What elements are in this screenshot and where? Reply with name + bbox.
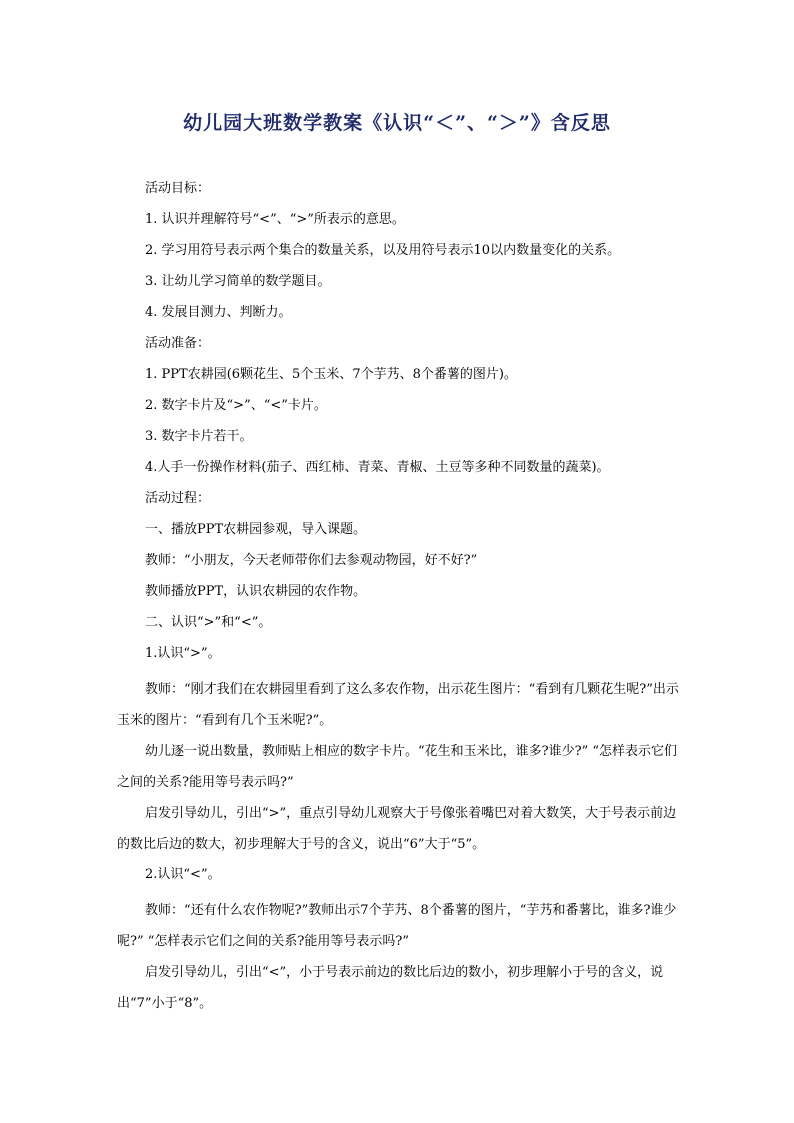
process-text: 教师：“小朋友，今天老师带你们去参观动物园，好不好?”	[145, 553, 478, 568]
body-paragraph: 启发引导幼儿，引出“<”，小于号表示前边的数比后边的数小，初步理解小于号的含义，说出“7”小于“8”。	[117, 965, 664, 1011]
goal-item: 1. 认识并理解符号“<”、“>”所表示的意思。	[145, 212, 405, 227]
preparation-item: 1. PPT农耕园(6颗花生、5个玉米、7个芋艿、8个番薯的图片)。	[145, 367, 517, 382]
body-paragraph: 教师：“刚才我们在农耕园里看到了这么多农作物，出示花生图片：“看到有几颗花生呢?”出示玉米的图片：“看到有几个玉米呢?”。	[117, 682, 679, 728]
process-step: 一、播放PPT农耕园参观，导入课题。	[145, 522, 367, 537]
preparation-item: 3. 数字卡片若干。	[145, 429, 253, 444]
body-paragraph: 启发引导幼儿，引出“>”，重点引导幼儿观察大于号像张着嘴巴对着大数笑，大于号表示前边的数比后边的数大，初步理解大于号的含义，说出“6”大于“5”。	[117, 806, 677, 852]
goal-item: 2. 学习用符号表示两个集合的数量关系，以及用符号表示10以内数量变化的关系。	[145, 243, 621, 258]
section-heading-process: 活动过程：	[145, 491, 211, 506]
document-body	[117, 178, 687, 1019]
goal-item: 4. 发展目测力、判断力。	[145, 305, 292, 320]
body-paragraph: 幼儿逐一说出数量，教师贴上相应的数字卡片。“花生和玉米比，谁多?谁少?” “怎样表示它们之间的关系?能用等号表示吗?”	[117, 744, 678, 790]
process-text: 教师播放PPT，认识农耕园的农作物。	[145, 584, 367, 599]
body-paragraph: 教师：“还有什么农作物呢?”教师出示7个芋艿、8个番薯的图片，“芋艿和番薯比，谁多?谁少呢?” “怎样表示它们之间的关系?能用等号表示吗?”	[117, 903, 677, 949]
goal-item: 3. 让幼儿学习简单的数学题目。	[145, 274, 331, 289]
section-heading-preparation: 活动准备：	[145, 336, 211, 351]
process-substep: 1.认识“>”。	[145, 646, 221, 661]
process-step: 二、认识“>”和“<”。	[145, 615, 272, 630]
page-title: 幼儿园大班数学教案《认识“＜”、“＞”》含反思	[183, 112, 611, 134]
preparation-item: 2. 数字卡片及“>”、“<”卡片。	[145, 398, 327, 413]
preparation-item: 4.人手一份操作材料(茄子、西红柿、青菜、青椒、土豆等多种不同数量的蔬菜)。	[145, 460, 610, 475]
section-heading-goals: 活动目标：	[145, 181, 211, 196]
process-substep: 2.认识“<”。	[145, 867, 221, 882]
